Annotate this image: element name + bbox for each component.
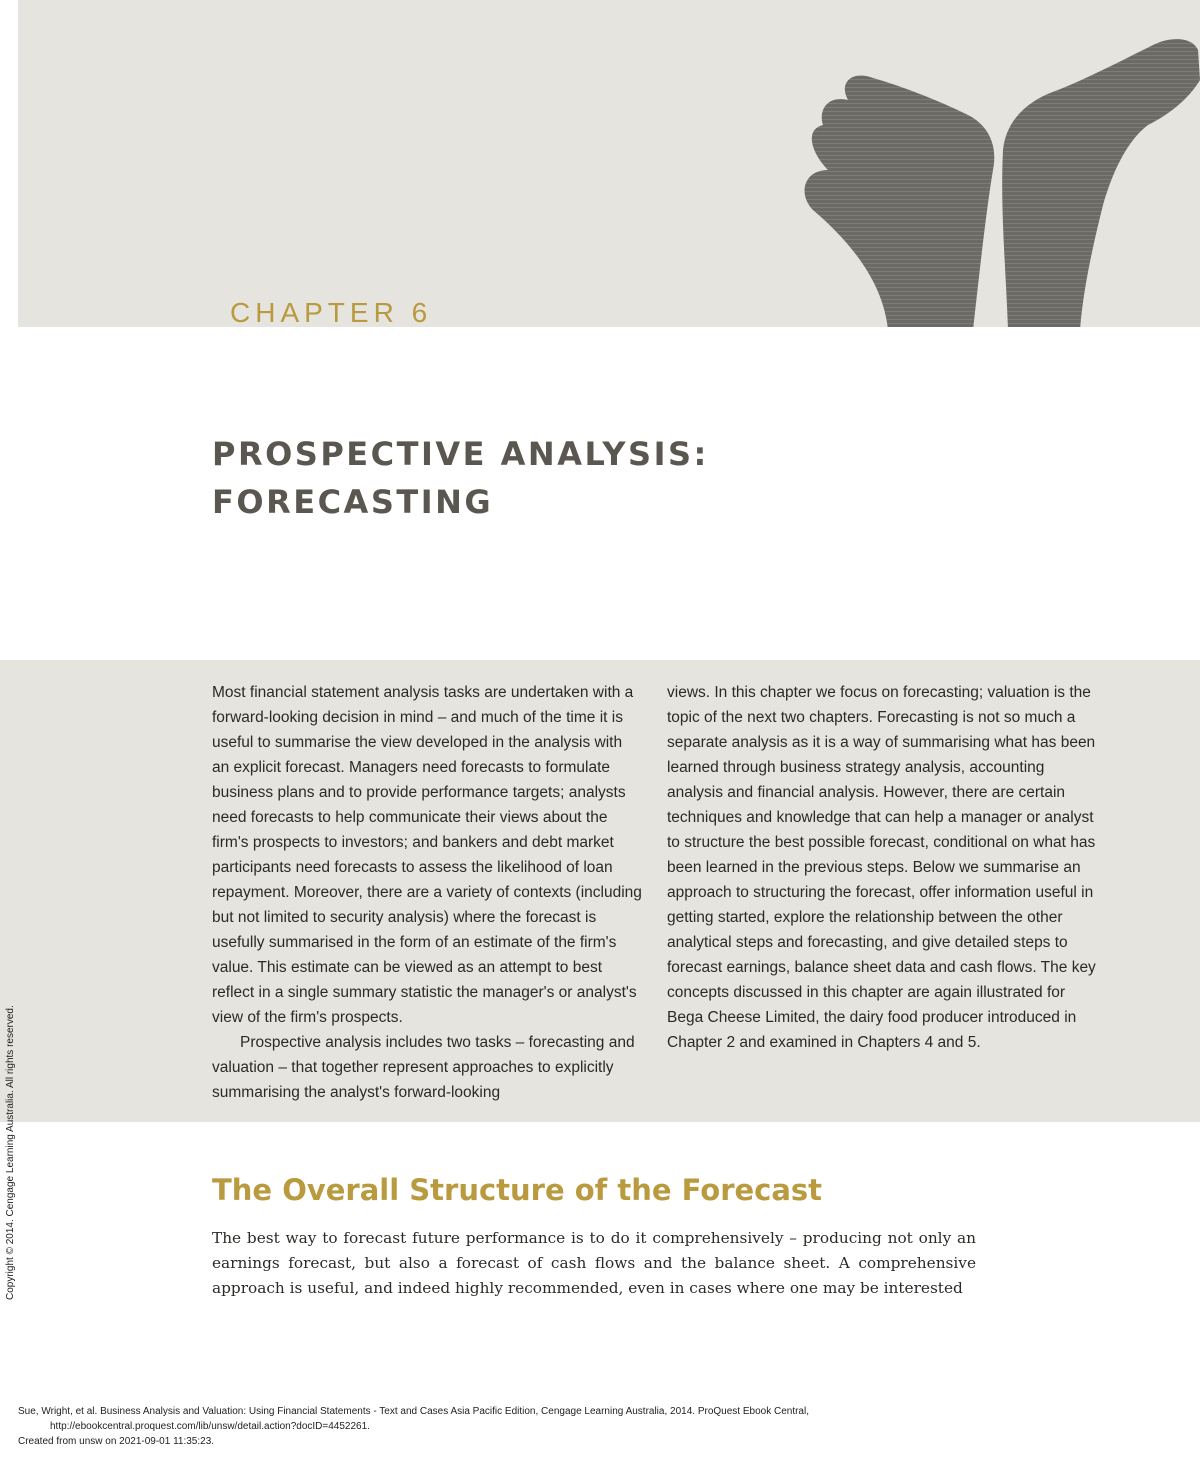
footer-citation: Sue, Wright, et al. Business Analysis and Valuation: Using Financial Statements - Text and Cases Asia Pacific Edition, Cengage Learning Australia, 2014. ProQuest Ebook Central, [18,1406,809,1417]
intro-paragraph: Most financial statement analysis tasks are undertaken with a forward-looking decision in mind – and much of the time it is useful to summarise the view developed in the analysis with an explicit forecast. Managers need forecasts to formulate business plans and to provide performance targets; analysts need forecasts to help communicate their views about the firm's prospects to investors; and bankers and debt market participants need forecasts to assess the likelihood of loan repayment. Moreover, there are a variety of contexts (including but not limited to security analysis) where the forecast is usefully summarised in the form of an estimate of the firm's value. This estimate can be viewed as an attempt to best reflect in a single summary statistic the manager's or analyst's view of the firm's prospects. [212,684,642,1026]
footer-url-link[interactable]: http://ebookcentral.proquest.com/lib/unsw/detail.action?docID=4452261. [50,1421,370,1432]
footer-created-date: Created from unsw on 2021-09-01 11:35:23. [18,1436,215,1447]
chapter-title [212,430,709,526]
intro-paragraph: views. In this chapter we focus on forecasting; valuation is the topic of the next two chapters. Forecasting is not so much a separate analysis as it is a way of summarising what has been learned through business strategy analysis, accounting analysis and financial analysis. However, there are certain techniques and knowledge that can help a manager or analyst to structure the best possible forecast, conditional on what has been learned in the previous steps. Below we summarise an approach to structuring the forecast, offer information useful in getting started, explore the relationship between the other analytical steps and forecasting, and give detailed steps to forecast earnings, balance sheet data and cash flows. The key concepts discussed in this chapter are again illustrated for Bega Cheese Limited, the dairy food producer introduced in Chapter 2 and examined in Chapters 4 and 5. [667,684,1096,1051]
left-hand-shape [805,75,995,327]
section-body-text: The best way to forecast future performance is to do it comprehensively – producing not only an earnings forecast, but also a forecast of cash flows and the balance sheet. A comprehensive approach is useful, and indeed highly recommended, even in cases where one may be interested [212,1229,976,1297]
chapter-label: CHAPTER 6 [230,297,433,327]
intro-paragraph: Prospective analysis includes two tasks – forecasting and valuation – that together represent approaches to explicitly summarising the analyst's forward-looking [212,1034,635,1101]
right-hand-shape [1002,39,1200,327]
chapter-hero-banner [18,0,1200,327]
chapter-title-line-1: PROSPECTIVE ANALYSIS: [212,435,709,473]
citation-footer [18,1404,1118,1449]
intro-column-right [667,680,1097,1055]
chapter-title-line-2: FORECASTING [212,483,494,521]
copyright-notice: Copyright © 2014. Cengage Learning Australia. All rights reserved. [5,1005,16,1300]
section-heading: The Overall Structure of the Forecast [212,1173,823,1207]
intro-column-left [212,680,642,1105]
hands-illustration [768,20,1200,327]
